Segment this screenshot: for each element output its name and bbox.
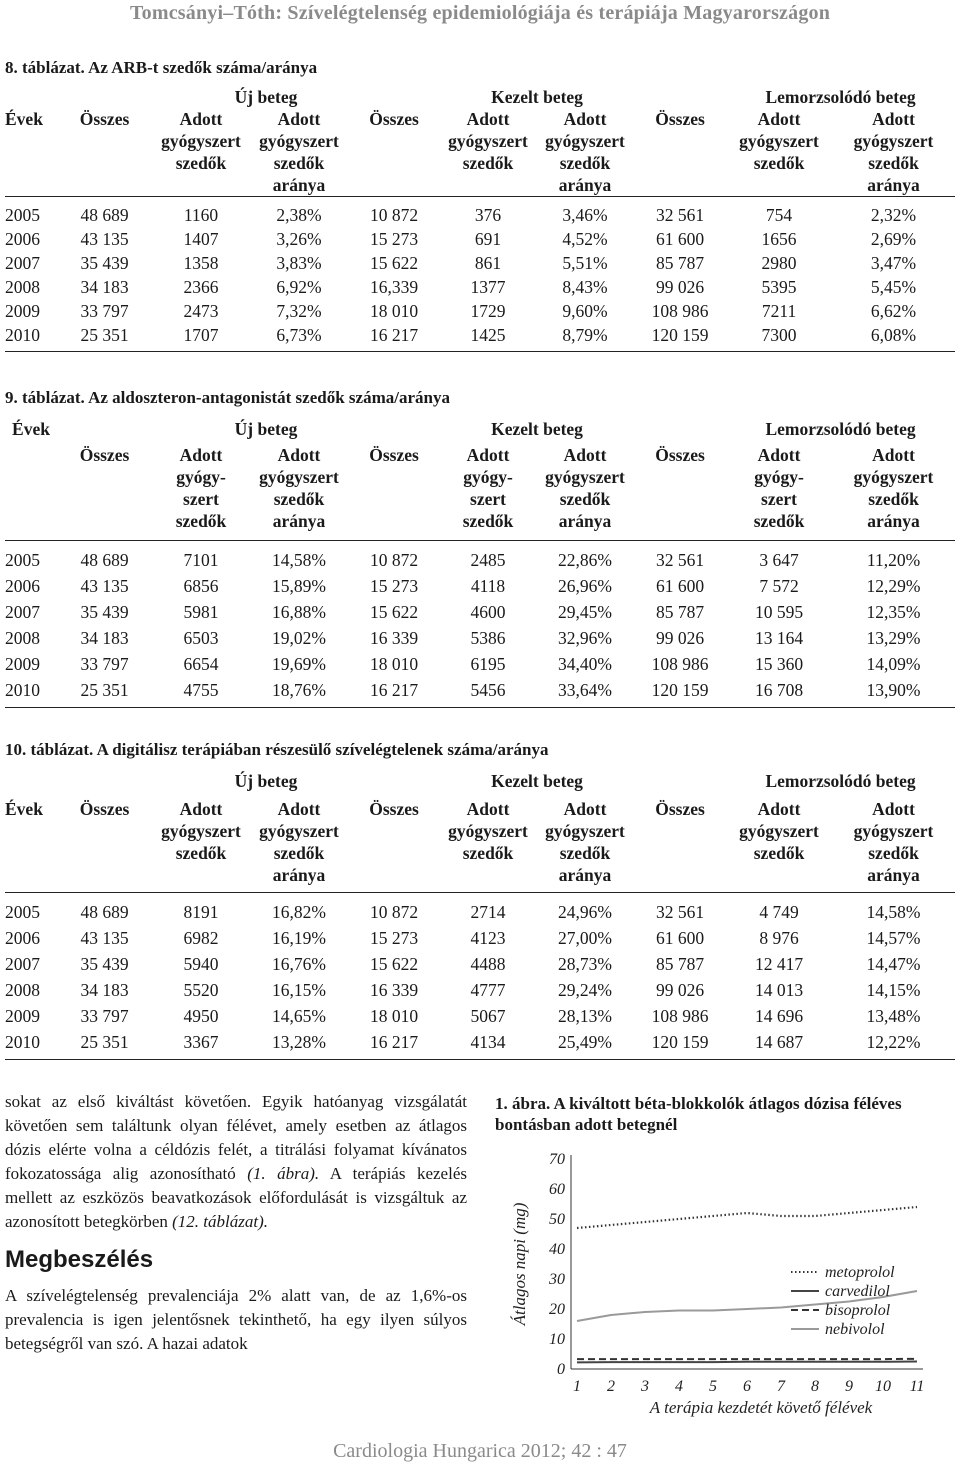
table-cell: 2010 [5, 680, 40, 700]
table-cell: 14,65% [272, 1006, 326, 1026]
table-cell: 2008 [5, 980, 40, 1000]
table-cell: 4123 [470, 928, 506, 948]
table-cell: 34 183 [80, 980, 129, 1000]
table-cell: 2007 [5, 253, 40, 273]
running-head: Tomcsányi–Tóth: Szívelégtelenség epidemiológiája és terápiája Magyarországon [129, 2, 831, 24]
x-tick-label: 8 [811, 1378, 819, 1395]
table-10 [5, 740, 955, 1060]
table-cell: 2010 [5, 325, 40, 345]
x-tick-label: 4 [675, 1378, 683, 1395]
table-10-caption: 10. táblázat. A digitálisz terápiában részesülő szívelégtelenek száma/aránya [5, 740, 549, 759]
table-cell: 15 622 [369, 253, 419, 273]
col-header: Adott gyógyszert szedők [739, 799, 819, 863]
table-cell: 15 273 [369, 928, 419, 948]
col-header: Összes [79, 445, 130, 465]
table-cell: 16,76% [272, 954, 326, 974]
col-header: Évek [5, 799, 43, 819]
table-cell: 120 159 [651, 325, 709, 345]
group-dropout-patients: Lemorzsolódó beteg [765, 87, 916, 107]
col-header: Adott gyógy- szert szedők [753, 445, 805, 531]
figure-caption: 1. ábra. A kiváltott béta-blokkolók átlagos dózisa féléves bontásban adott betegnél [495, 1094, 902, 1134]
table-cell: 7,32% [276, 301, 322, 321]
table-cell: 14,58% [866, 902, 921, 922]
table-cell: 15 622 [369, 954, 419, 974]
table-row [5, 299, 955, 323]
table-row [5, 599, 955, 625]
table-cell: 32,96% [558, 628, 612, 648]
table-cell: 15 622 [369, 602, 419, 622]
table-8-caption: 8. táblázat. Az ARB-t szedők száma/aránya [5, 58, 318, 77]
table-cell: 2,69% [870, 229, 917, 249]
table-cell: 6982 [183, 928, 219, 948]
table-cell: 10 595 [754, 602, 804, 622]
table-cell: 25 351 [80, 1032, 129, 1052]
table-cell: 16,88% [272, 602, 326, 622]
table-row [5, 651, 955, 677]
table-row [5, 573, 955, 599]
table-cell: 10 872 [369, 902, 419, 922]
y-tick-label: 70 [549, 1151, 565, 1168]
table-cell: 10 872 [369, 205, 419, 225]
table-cell: 7300 [761, 325, 797, 345]
table-cell: 28,73% [558, 954, 612, 974]
table-cell: 691 [474, 229, 502, 249]
table-cell: 16,19% [272, 928, 326, 948]
y-tick-label: 30 [549, 1271, 565, 1288]
table-cell: 18 010 [369, 654, 419, 674]
table-cell: 12,22% [866, 1032, 921, 1052]
table-cell: 2010 [5, 1032, 40, 1052]
table-cell: 1425 [470, 325, 506, 345]
table-row [5, 1003, 955, 1029]
section-heading: Megbeszélés [5, 1246, 154, 1273]
table-cell: 25 351 [80, 680, 129, 700]
table-cell: 4777 [470, 980, 506, 1000]
table-cell: 61 600 [655, 928, 705, 948]
table-row [5, 677, 955, 708]
col-header: Adott gyógyszert szedők aránya [545, 109, 625, 195]
x-tick-label: 1 [573, 1378, 581, 1395]
col-header: Összes [655, 799, 705, 819]
group-treated-patients: Kezelt beteg [491, 419, 583, 439]
table-cell: 6856 [183, 576, 219, 596]
table-cell: 1707 [183, 325, 219, 345]
y-tick-label: 10 [549, 1331, 565, 1348]
table-cell: 4950 [183, 1006, 219, 1026]
table-cell: 16,339 [369, 277, 419, 297]
table-cell: 14,57% [866, 928, 921, 948]
table-cell: 14 687 [754, 1032, 804, 1052]
table-cell: 29,45% [558, 602, 612, 622]
table-cell: 3 647 [759, 550, 799, 570]
table-cell: 3367 [183, 1032, 219, 1052]
table-cell: 754 [765, 205, 793, 225]
table-cell: 4600 [470, 602, 506, 622]
table-10-body [5, 893, 955, 1060]
body-paragraph: A szívelégtelenség prevalenciája 2% alatt van, de az 1,6%-os prevalencia is igen jelentősnek tekinthető, ha egy ilyen súlyos betegségről van szó. A hazai adatok [5, 1286, 467, 1353]
table-cell: 108 986 [651, 301, 709, 321]
table-cell: 9,60% [562, 301, 608, 321]
col-header: Adott gyógyszert szedők [161, 799, 241, 863]
col-header: Adott gyógyszert szedők [161, 109, 241, 173]
table-cell: 1160 [183, 205, 219, 225]
table-cell: 2006 [5, 576, 40, 596]
table-cell: 16,82% [272, 902, 326, 922]
table-cell: 2485 [470, 550, 506, 570]
table-cell: 8,79% [562, 325, 608, 345]
table-cell: 108 986 [651, 1006, 709, 1026]
table-cell: 32 561 [655, 550, 705, 570]
table-row [5, 951, 955, 977]
table-cell: 18 010 [369, 301, 419, 321]
table-cell: 108 986 [651, 654, 709, 674]
table-row [5, 925, 955, 951]
table-8-grid [5, 86, 955, 352]
table-8-body [5, 197, 955, 352]
series-line-carvedilol [577, 1362, 917, 1363]
body-paragraph [5, 1090, 467, 1234]
table-cell: 13,28% [272, 1032, 326, 1052]
body-text: A terápiás kezelés mellett az eszközös beavatkozások előfordulását is vizsgáltuk az azonosított betegkörben [5, 1164, 467, 1231]
group-new-patients: Új beteg [234, 419, 298, 439]
x-tick-label: 3 [641, 1378, 649, 1395]
table-cell: 5520 [183, 980, 219, 1000]
col-header [5, 440, 57, 541]
table-cell: 5,51% [562, 253, 608, 273]
table-cell: 99 026 [655, 980, 705, 1000]
table-cell: 99 026 [655, 628, 705, 648]
col-header: Adott gyógyszert szedők [448, 799, 528, 863]
table-header-row [5, 440, 955, 541]
table-cell: 13 164 [754, 628, 804, 648]
y-tick-label: 40 [549, 1241, 565, 1258]
table-cell: 3,26% [276, 229, 322, 249]
table-cell: 85 787 [655, 602, 705, 622]
table-cell: 2980 [761, 253, 797, 273]
table-row [5, 893, 955, 926]
table-row [5, 197, 955, 228]
table-cell: 34 183 [80, 628, 129, 648]
table-cell: 18,76% [272, 680, 326, 700]
table-cell: 2009 [5, 1006, 40, 1026]
table-cell: 34,40% [558, 654, 612, 674]
table-cell: 16 217 [369, 680, 419, 700]
table-cell: 14,15% [866, 980, 921, 1000]
table-cell: 4488 [470, 954, 506, 974]
table-cell: 43 135 [80, 576, 129, 596]
table-cell: 10 872 [369, 550, 419, 570]
table-cell: 24,96% [558, 902, 612, 922]
table-cell: 8191 [183, 902, 219, 922]
table-cell: 4755 [183, 680, 219, 700]
table-cell: 2,32% [870, 205, 917, 225]
table-reference: (12. táblázat). [172, 1212, 268, 1231]
table-cell: 12 417 [754, 954, 804, 974]
table-9-caption: 9. táblázat. Az aldoszteron-antagonistát szedők száma/aránya [5, 388, 450, 407]
y-tick-label: 0 [557, 1361, 565, 1378]
table-cell: 120 159 [651, 1032, 709, 1052]
table-cell: 5067 [470, 1006, 506, 1026]
table-cell: 6,92% [276, 277, 322, 297]
group-dropout-patients: Lemorzsolódó beteg [765, 771, 916, 791]
table-10-grid [5, 770, 955, 1060]
col-header-years: Évek [12, 419, 50, 439]
table-8 [5, 58, 955, 352]
table-cell: 1358 [183, 253, 219, 273]
table-cell: 5456 [470, 680, 506, 700]
x-tick-label: 10 [875, 1378, 891, 1395]
table-cell: 32 561 [655, 205, 705, 225]
table-cell: 376 [474, 205, 502, 225]
table-cell: 85 787 [655, 253, 705, 273]
y-axis-label: Átlagos napi (mg) [510, 1202, 529, 1326]
table-cell: 2714 [470, 902, 506, 922]
table-cell: 48 689 [80, 902, 129, 922]
col-header: Adott gyógyszert szedők aránya [545, 799, 625, 885]
table-cell: 16 217 [369, 1032, 419, 1052]
table-cell: 2009 [5, 301, 40, 321]
table-cell: 4118 [470, 576, 506, 596]
table-cell: 1656 [761, 229, 797, 249]
group-new-patients: Új beteg [234, 87, 298, 107]
col-header: Adott gyógyszert szedők aránya [853, 799, 934, 885]
table-cell: 2005 [5, 902, 40, 922]
group-treated-patients: Kezelt beteg [491, 771, 583, 791]
group-new-patients: Új beteg [234, 771, 298, 791]
table-cell: 2366 [183, 277, 219, 297]
x-tick-label: 2 [607, 1378, 615, 1395]
table-cell: 4 749 [759, 902, 799, 922]
legend-label: bisoprolol [825, 1302, 891, 1319]
table-cell: 14,58% [272, 550, 326, 570]
table-cell: 5,45% [870, 277, 917, 297]
col-header: Adott gyógyszert szedők aránya [545, 445, 625, 531]
table-cell: 15 360 [754, 654, 804, 674]
table-cell: 16 708 [754, 680, 804, 700]
group-dropout-patients: Lemorzsolódó beteg [765, 419, 916, 439]
table-cell: 25,49% [558, 1032, 612, 1052]
table-row [5, 541, 955, 574]
legend-label: metoprolol [825, 1264, 895, 1281]
table-cell: 16,15% [272, 980, 326, 1000]
group-treated-patients: Kezelt beteg [491, 87, 583, 107]
table-cell: 35 439 [80, 253, 129, 273]
table-cell: 6,08% [870, 325, 917, 345]
table-row [5, 977, 955, 1003]
table-cell: 14 696 [754, 1006, 804, 1026]
x-tick-label: 11 [909, 1378, 925, 1395]
col-header: Évek [5, 109, 43, 129]
x-tick-label: 7 [777, 1378, 785, 1395]
table-cell: 3,47% [870, 253, 917, 273]
x-tick-label: 5 [709, 1378, 717, 1395]
col-header: Adott gyógyszert szedők aránya [259, 109, 339, 195]
table-cell: 13,48% [866, 1006, 921, 1026]
table-cell: 15 273 [369, 229, 419, 249]
table-cell: 12,29% [866, 576, 921, 596]
table-cell: 25 351 [80, 325, 129, 345]
table-cell: 16 339 [369, 628, 419, 648]
table-9-grid [5, 418, 955, 708]
series-line-metoprolol [577, 1207, 917, 1228]
x-tick-label: 9 [845, 1378, 853, 1395]
table-cell: 120 159 [651, 680, 709, 700]
line-chart [495, 1137, 957, 1433]
col-header: Összes [655, 445, 705, 465]
y-tick-label: 60 [549, 1181, 565, 1198]
table-cell: 861 [474, 253, 502, 273]
body-text: sokat az első kiváltást követően. Egyik hatóanyag vizsgálatát követően sem találtunk olyan félévet, amely esetben az átlagos dózis elérte volna a céldózis felét, a titrálási folyamat kívánatos fokozatossága alig azonosítható [5, 1092, 467, 1183]
col-header: Összes [79, 109, 130, 129]
table-cell: 26,96% [558, 576, 612, 596]
table-cell: 12,35% [866, 602, 921, 622]
table-cell: 5395 [761, 277, 797, 297]
table-cell: 4,52% [562, 229, 608, 249]
table-cell: 19,02% [272, 628, 326, 648]
table-cell: 5386 [470, 628, 506, 648]
table-cell: 14,09% [866, 654, 921, 674]
table-cell: 48 689 [80, 205, 129, 225]
table-row [5, 1029, 955, 1060]
page-footer: Cardiologia Hungarica 2012; 42 : 47 [333, 1440, 627, 1462]
table-cell: 35 439 [80, 954, 129, 974]
table-cell: 7 572 [759, 576, 799, 596]
table-cell: 2009 [5, 654, 40, 674]
table-header-row [5, 108, 955, 197]
table-cell: 15 273 [369, 576, 419, 596]
table-cell: 2005 [5, 550, 40, 570]
col-header: Adott gyógyszert szedők aránya [259, 799, 339, 885]
table-cell: 6195 [470, 654, 506, 674]
table-cell: 11,20% [866, 550, 921, 570]
table-cell: 6503 [183, 628, 219, 648]
table-header-row [5, 792, 955, 893]
table-cell: 33 797 [80, 301, 129, 321]
table-cell: 6,73% [276, 325, 322, 345]
table-cell: 43 135 [80, 229, 129, 249]
table-cell: 61 600 [655, 576, 705, 596]
table-cell: 16 339 [369, 980, 419, 1000]
table-cell: 48 689 [80, 550, 129, 570]
table-cell: 99 026 [655, 277, 705, 297]
table-9-body [5, 541, 955, 708]
table-cell: 33 797 [80, 1006, 129, 1026]
table-cell: 6,62% [870, 301, 917, 321]
figure-1 [495, 1093, 957, 1433]
table-cell: 6654 [183, 654, 219, 674]
col-header: Adott gyógyszert szedők aránya [853, 109, 934, 195]
table-cell: 14,47% [866, 954, 921, 974]
col-header: Adott gyógy- szert szedők [462, 445, 514, 531]
figure-reference: (1. ábra). [247, 1164, 320, 1183]
table-cell: 1407 [183, 229, 219, 249]
table-cell: 2473 [183, 301, 219, 321]
legend-label: carvedilol [825, 1283, 890, 1300]
table-cell: 32 561 [655, 902, 705, 922]
x-axis-label: A terápia kezdetét követő félévek [649, 1398, 873, 1417]
table-cell: 43 135 [80, 928, 129, 948]
table-cell: 7101 [183, 550, 219, 570]
col-header: Adott gyógyszert szedők aránya [853, 445, 934, 531]
table-cell: 7211 [761, 301, 797, 321]
table-cell: 16 217 [369, 325, 419, 345]
body-text-column [5, 1090, 467, 1356]
col-header: Adott gyógyszert szedők [448, 109, 528, 173]
table-cell: 28,13% [558, 1006, 612, 1026]
table-cell: 2008 [5, 628, 40, 648]
table-cell: 2,38% [276, 205, 322, 225]
table-cell: 2006 [5, 229, 40, 249]
table-cell: 85 787 [655, 954, 705, 974]
table-cell: 4134 [470, 1032, 506, 1052]
table-row [5, 251, 955, 275]
table-cell: 15,89% [272, 576, 326, 596]
table-cell: 33,64% [558, 680, 612, 700]
table-cell: 2006 [5, 928, 40, 948]
table-cell: 19,69% [272, 654, 326, 674]
table-cell: 5940 [183, 954, 219, 974]
table-cell: 8,43% [562, 277, 608, 297]
col-header: Összes [369, 445, 419, 465]
table-cell: 33 797 [80, 654, 129, 674]
table-row [5, 323, 955, 352]
col-header: Összes [79, 799, 130, 819]
table-cell: 13,90% [866, 680, 921, 700]
table-cell: 1729 [470, 301, 506, 321]
table-cell: 1377 [470, 277, 506, 297]
col-header: Összes [369, 799, 419, 819]
table-cell: 34 183 [80, 277, 129, 297]
table-cell: 18 010 [369, 1006, 419, 1026]
table-row [5, 625, 955, 651]
col-header: Összes [369, 109, 419, 129]
table-row [5, 227, 955, 251]
table-cell: 29,24% [558, 980, 612, 1000]
table-row [5, 275, 955, 299]
table-cell: 22,86% [558, 550, 612, 570]
table-cell: 3,46% [562, 205, 608, 225]
col-header: Adott gyógy- szert szedők [175, 445, 227, 531]
col-header: Összes [655, 109, 705, 129]
table-cell: 2005 [5, 205, 40, 225]
table-cell: 8 976 [759, 928, 799, 948]
table-cell: 5981 [183, 602, 219, 622]
col-header: Adott gyógyszert szedők aránya [259, 445, 339, 531]
y-tick-label: 50 [549, 1211, 565, 1228]
legend-label: nebivolol [825, 1321, 885, 1338]
table-cell: 35 439 [80, 602, 129, 622]
table-cell: 2007 [5, 602, 40, 622]
y-tick-label: 20 [549, 1301, 565, 1318]
table-cell: 27,00% [558, 928, 612, 948]
table-cell: 2007 [5, 954, 40, 974]
x-tick-label: 6 [743, 1378, 751, 1395]
table-cell: 3,83% [276, 253, 322, 273]
table-cell: 61 600 [655, 229, 705, 249]
table-cell: 13,29% [866, 628, 921, 648]
table-cell: 2008 [5, 277, 40, 297]
table-9 [5, 388, 955, 708]
col-header: Adott gyógyszert szedők [739, 109, 819, 173]
table-cell: 14 013 [754, 980, 804, 1000]
